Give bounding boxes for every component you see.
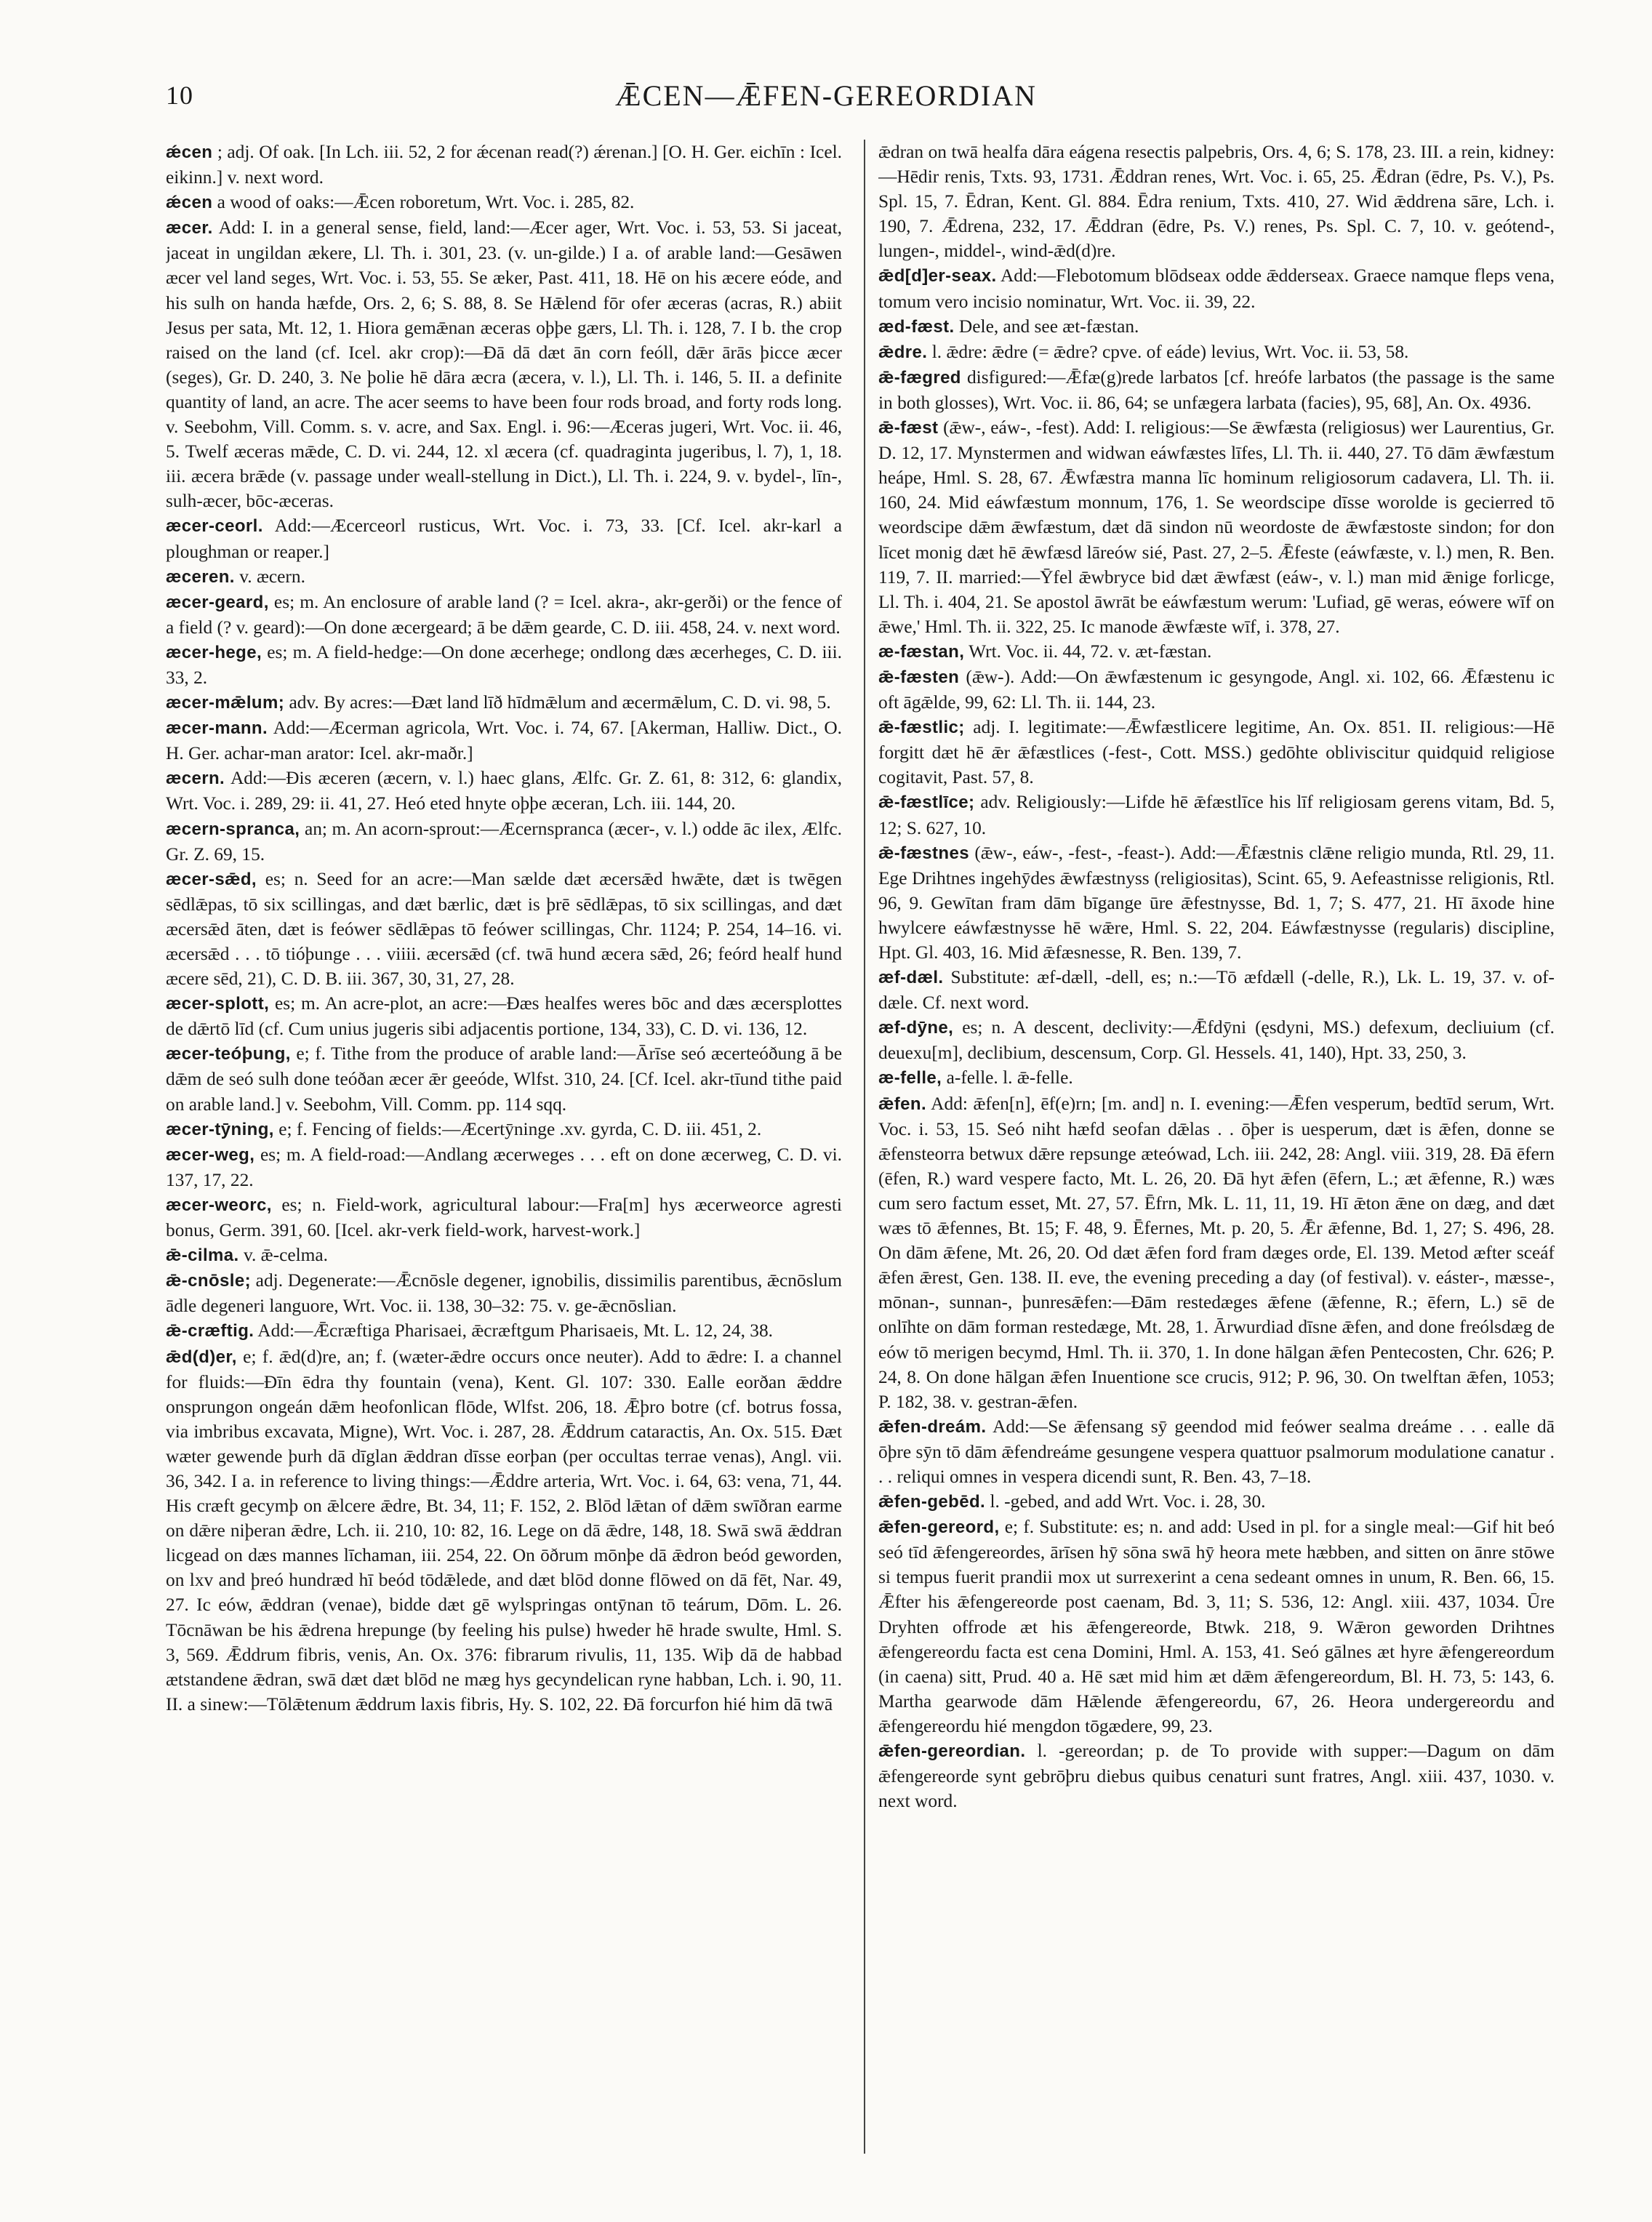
dictionary-entry — [166, 190, 842, 215]
entry-text: e; f. Fencing of fields:—Æcertȳninge .xv. gyrda, C. D. iii. 451, 2. — [278, 1118, 762, 1139]
entry-text: l. ǣdre: ǣdre (= ǣdre? cpve. of eáde) levius, Wrt. Voc. ii. 53, 58. — [931, 341, 1409, 362]
entry-headword: æf-dæl. — [878, 968, 944, 988]
entry-headword: æceren. — [166, 566, 235, 587]
entry-text: adv. Religiously:—Lifde hē ǣfæstlīce his līf religiosam gerens vitam, Bd. 5, 12; S. 627, 10. — [878, 792, 1555, 838]
entry-text: a-felle. l. ǣ-felle. — [946, 1067, 1073, 1088]
dictionary-entry — [878, 263, 1555, 313]
entry-headword: æcer-teóþung, — [166, 1044, 291, 1064]
entry-text: v. æcern. — [239, 566, 305, 587]
entry-headword: ǣfen-gereord, — [878, 1517, 1000, 1538]
entry-headword: ǣ-cilma. — [166, 1246, 239, 1266]
entry-text: adv. By acres:—Ðæt land līð hīdmǣlum and æcermǣlum, C. D. vi. 98, 5. — [289, 692, 831, 713]
entry-text: disfigured:—Ǣfæ(g)rede larbatos [cf. hreófe larbatos (the passage is the same in both glosses), Wrt. Voc. ii. 86, 64; se unfægera larbata (facies), 95, 68], An. Ox. 4936. — [878, 366, 1555, 413]
entry-headword: ǣ-fæstlic; — [878, 718, 965, 738]
dictionary-entry — [878, 340, 1555, 365]
entry-headword: æ-felle, — [878, 1068, 942, 1088]
entry-headword: ǣ-fæst — [878, 418, 939, 438]
entry-text: Add:—Se ǣfensang sȳ geendod mid feówer sealma dreáme . . . ealle dā ōþre sȳn tō dām ǣfendreáme gesungene vespera quattuor psalmorum modulatione canatur . . . reliqui omnes in vespera dicendi sunt, R. Ben. 43, 7–18. — [878, 1416, 1555, 1487]
entry-headword: æcern. — [166, 769, 225, 789]
dictionary-entry — [166, 1243, 842, 1268]
entry-text: Add:—Ðis æceren (æcern, v. l.) haec glans, Ælfc. Gr. Z. 61, 8: 312, 6: glandix, Wrt. Voc. i. 289, 29: ii. 41, 27. Heó eted hnyte oþþe æceran, Lch. iii. 144, 20. — [166, 768, 842, 814]
dictionary-entry — [166, 867, 842, 991]
entry-text: es; n. Seed for an acre:—Man sælde dæt æcersǣd hwǣte, dæt is twēgen sēdlǣpas, tō six scillingas, and dæt bærlic, dæt is þrē sēdlǣpas, tō six scillingas, and dæt æcersǣd āten, dæt is feówer sēdlǣpas tō feówer scillingas, Chr. 1124; P. 254, 14–16. vi. æcersǣd . . . tō tióþunge . . . viiii. æcersǣd (cf. twā hund æcera sǣd, 26; feórd healf hund æcere sēd, 21), C. D. B. iii. 367, 30, 31, 27, 28. — [166, 868, 842, 990]
entry-headword: æcer-ceorl. — [166, 516, 263, 537]
entry-text: an; m. An acorn-sprout:—Æcernspranca (æcer-, v. l.) odde āc ilex, Ælfc. Gr. Z. 69, 15. — [166, 818, 842, 865]
dictionary-entry — [166, 991, 842, 1041]
entry-headword: ǣ-fæstlīce; — [878, 793, 975, 813]
entry-text: Add:—Æcerman agricola, Wrt. Voc. i. 74, 67. [Akerman, Halliw. Dict., O. H. Ger. achar-man arator: Icel. akr-maðr.] — [166, 718, 842, 764]
entry-headword: ǽcen — [166, 193, 213, 213]
dictionary-entry — [878, 314, 1555, 340]
dictionary-entry — [878, 365, 1555, 415]
entry-text: es; n. A descent, declivity:—Ǣfdȳni (ęsdyni, MS.) defexum, decliuium (cf. deuexu[m], declibium, descensum, Corp. Gl. Hessels. 41, 140), Hpt. 33, 250, 3. — [878, 1017, 1555, 1064]
entry-headword: ǣd[d]er-seax. — [878, 266, 997, 286]
entry-headword: æcer-sǣd, — [166, 869, 257, 889]
entry-headword: æcer. — [166, 218, 213, 238]
running-head: ǢCEN—ǢFEN-GEREORDIAN — [615, 79, 1037, 112]
entry-headword: ǣfen-dreám. — [878, 1416, 987, 1437]
entry-headword: ǣ-cnōsle; — [166, 1271, 251, 1291]
dictionary-entry — [878, 841, 1555, 965]
entry-headword: æf-dȳne, — [878, 1018, 954, 1038]
dictionary-entry — [166, 690, 842, 715]
dictionary-entry — [166, 1041, 842, 1116]
entry-text: (ǣw-, eáw-, -fest-, -feast-). Add:—Ǣfæstnis clǣne religio munda, Rtl. 29, 11. Ege Drihtnes ingehȳdes ǣwfæstnyss (religiositas), Scint. 65, 9. Aefeastnisse religionis, Rtl. 96, 9. Gewītan fram dām bīgange ūre ǣfestnysse, Bd. 1, 7; S. 477, 21. Hī āxode hine hwylcere eáwfæstnysse hē wǣre, Hml. S. 22, 204. Eáwfæstnysse (regularis) discipline, Hpt. Gl. 403, 16. Mid ǣfæsnesse, R. Ben. 139, 7. — [878, 842, 1555, 963]
entry-text: es; m. A field-hedge:—On done æcerhege; ondlong dæs æcerheges, C. D. iii. 33, 2. — [166, 641, 842, 688]
dictionary-entry — [878, 1515, 1555, 1738]
entry-text: l. -gebed, and add Wrt. Voc. i. 28, 30. — [990, 1491, 1266, 1512]
dictionary-entry — [166, 766, 842, 816]
entry-headword: æcer-weorc, — [166, 1195, 272, 1215]
entry-text: Wrt. Voc. ii. 44, 72. v. æt-fæstan. — [969, 641, 1212, 662]
entry-text: ; adj. Of oak. [In Lch. iii. 52, 2 for ǽcenan read(?) ǽrenan.] [O. H. Ger. eichīn : Icel. eikinn.] v. next word. — [166, 142, 842, 188]
entry-headword: æcer-mǣlum; — [166, 693, 285, 713]
entry-text: (ǣw-, eáw-, -fest). Add: I. religious:—Se ǣwfæsta (religiosus) wer Laurentius, Gr. D. 12, 17. Mynstermen and widwan eáwfæstes līfes, Ll. Th. ii. 440, 27. Tō dām ǣwfæstum heápe, Hml. S. 28, 67. Ǣwfæstra manna līc hominum religiosorum cadavera, Ll. Th. ii. 160, 24. Mid eáwfæstum monnum, 176, 1. Se weordscipe dīsse worolde is gecierred tō weordscipe dǣm ǣwfæstum, dæt dā sindon nū weordoste de ǣwfæstoste sindon; for don līcet monig dæt hē ǣwfæsd lāreów sié, Past. 27, 2–5. Ǣfeste (eáwfæste, v. l.) men, R. Ben. 119, 7. II. married:—Ȳfel ǣwbryce bid dæt ǣwfæst (eáw-, v. l.) man mid ǣnige forlicge, Ll. Th. i. 404, 21. Se apostol āwrāt be eáwfæstum werum: 'Lufiad, gē weras, eówere wīf on ǣwe,' Hml. Th. ii. 322, 25. Ic manode ǣwfæste wīf, i. 378, 27. — [878, 417, 1555, 637]
entry-headword: ǣd(d)er, — [166, 1347, 237, 1367]
dictionary-entry — [166, 215, 842, 513]
dictionary-entry — [166, 1344, 842, 1717]
column-divider — [864, 140, 865, 2154]
entry-text: es; m. An acre-plot, an acre:—Ðæs healfes weres bōc and dæs æcersplottes de dǣrtō līd (cf. Cum unius jugeris sibi adjacentis portione, 134, 33), C. D. vi. 136, 12. — [166, 993, 842, 1040]
entry-headword: ǣ-cræftig. — [166, 1321, 254, 1341]
entry-text: adj. I. legitimate:—Ǣwfæstlicere legitime, An. Ox. 851. II. religious:—Hē forgitt dæt hē ǣr ǣfæstlices (-fest-, Cott. MSS.) gedōhte obliviscitur quidquid religiose cogitavit, Past. 57, 8. — [878, 717, 1555, 788]
dictionary-entry — [166, 640, 842, 690]
dictionary-entry — [166, 1268, 842, 1318]
dictionary-entry — [878, 1414, 1555, 1489]
entry-text: ǣdran on twā healfa dāra eágena resectis palpebris, Ors. 4, 6; S. 178, 23. III. a rein, kidney:—Hēdir renis, Txts. 93, 1731. Ǣddran renes, Wrt. Voc. i. 65, 25. Ǣdran (ēdre, Ps. V.), Ps. Spl. 15, 7. Ēdran, Kent. Gl. 884. Ēdra renium, Txts. 410, 27. Wid ǣddrena sāre, Lch. i. 190, 7. Ǣdrena, 232, 17. Ǣddran (ēdre, Ps. V.) renes, Ps. Spl. C. 7, 10. v. geótend-, lungen-, middel-, wind-ǣd(d)re. — [878, 142, 1555, 262]
dictionary-entry — [166, 1318, 842, 1344]
dictionary-entry — [878, 639, 1555, 665]
entry-text: e; f. Substitute: es; n. and add: Used in pl. for a single meal:—Gif hit beó seó tīd ǣfengereordes, ārīsen hȳ sōna swā hȳ heora mete hæbben, and sitten on ānre stōwe si tempus fuerit prandii mox ut surrexerint a cena sedeant omnes in unum, R. Ben. 66, 15. Ǣfter his ǣfengereorde post caenam, Bd. 3, 11; S. 536, 12: Angl. xiii. 437, 1034. Ūre Dryhten offrode æt his ǣfengereorde, Btwk. 218, 9. Wǣron geworden Drihtnes ǣfengereordu facta est cena Domini, Hml. A. 153, 41. Seó gālnes æt hyre ǣfengereordum (in caena) sitt, Prud. 40 a. Hē sæt mid him æt dǣm ǣfengereordum, Bl. H. 73, 5: 143, 6. Martha gearwode dām Hǣlende ǣfengereordu, 67, 26. Heora undergereordu and ǣfengereordu hié mengdon tōgædere, 99, 23. — [878, 1517, 1555, 1736]
dictionary-entry — [166, 817, 842, 867]
entry-text: Add:—Flebotomum blōdseax odde ǣdderseax. Graece namque fleps vena, tomum vero incisio nominatur, Wrt. Voc. ii. 39, 22. — [878, 265, 1555, 312]
dictionary-entry — [878, 1065, 1555, 1091]
entry-headword: æd-fæst. — [878, 316, 955, 337]
entry-headword: æcer-geard, — [166, 592, 269, 612]
entry-text: es; m. An enclosure of arable land (? = Icel. akra-, akr-gerði) or the fence of a field (? v. geard):—On done æcergeard; ā be dǣm gearde, C. D. iii. 458, 24. v. next word. — [166, 591, 842, 638]
entry-headword: æcern-spranca, — [166, 819, 300, 839]
entry-text: es; n. Field-work, agricultural labour:—Fra[m] hys æcerweorce agresti bonus, Germ. 391, 60. [Icel. akr-verk field-work, harvest-work.] — [166, 1194, 842, 1241]
entry-headword: æcer-tȳning, — [166, 1119, 274, 1139]
dictionary-entry — [878, 965, 1555, 1015]
entry-text: Add: I. in a general sense, field, land:—Æcer ager, Wrt. Voc. i. 53, 53. Si jaceat, jaceat in ungildan ækere, Ll. Th. i. 301, 23. (v. un-gilde.) I a. of arable land:—Gesāwen æcer vel land seges, Wrt. Voc. i. 53, 55. Se æker, Past. 411, 18. Hē on his æcere eóde, and his sulh on handa hæfde, Ors. 2, 6; S. 88, 8. Se Hǣlend fōr ofer æceras (acras, R.) abiit Jesus per sata, Mt. 12, 1. Hiora gemǣnan æceras oþþe gærs, Ll. Th. i. 128, 7. I b. the crop raised on the land (cf. Icel. akr crop):—Ðā dā dæt ān corn feóll, dǣr ārās þicce æcer (seges), Gr. D. 240, 3. Ne þolie hē dāra æcra (æcera, v. l.), Ll. Th. i. 146, 5. II. a definite quantity of land, an acre. The acer seems to have been four rods broad, and forty rods long. v. Seebohm, Vill. Comm. s. v. acre, and Sax. Engl. i. 96:—Æceras jugeri, Wrt. Voc. ii. 46, 5. Twelf æceras mǣde, C. D. vi. 244, 12. xl æcera (cf. quadraginta jugeribus, l. 7), 1, 18. iii. æcera brǣde (v. passage under weall-stellung in Dict.), Ll. Th. i. 224, 9. v. bydel-, līn-, sulh-æcer, bōc-æceras. — [166, 217, 842, 512]
entry-headword: æcer-splott, — [166, 994, 270, 1014]
page-number: 10 — [166, 81, 193, 110]
entry-text: v. ǣ-celma. — [243, 1245, 329, 1266]
entry-headword: ǣ-fægred — [878, 367, 961, 388]
entry-headword: ǽcen — [166, 143, 213, 162]
entry-text: adj. Degenerate:—Ǣcnōsle degener, ignobilis, dissimilis parentibus, ǣcnōslum ādle degeneri languore, Wrt. Voc. ii. 138, 30–32: 75. v. ge-ǣcnōslian. — [166, 1270, 842, 1317]
entry-text: e; f. ǣd(d)re, an; f. (wæter-ǣdre occurs once neuter). Add to ǣdre: I. a channel for fluids:—Ðīn ēdra thy fountain (vena), Kent. Gl. 107: 330. Ealle eorðan ǣddre onsprungon ongeán dǣm heofonlican flōde, Wlfst. 206, 18. Ǣþro botre (cf. botrus fossa, via imbribus excavata, Migne), Wrt. Voc. i. 287, 28. Ǣddrum cataractis, An. Ox. 515. Ðæt wæter gewende þurh dā dīglan ǣddran dīsse eorþan (per occultas terrae venas), Angl. vii. 36, 342. I a. in reference to living things:—Ǣddre arteria, Wrt. Voc. i. 64, 63: vena, 71, 44. His cræft gecymþ on ǣlcere ǣdre, Bt. 34, 11; F. 152, 2. Blōd lǣtan of dǣm swīðran earme on dǣre niþeran ǣdre, Lch. ii. 210, 10: 82, 16. Lege on dā ǣdre, 148, 18. Swā swā ǣddran licgead on dæs mannes līchaman, iii. 254, 22. On ōðrum mōnþe dā ǣdron beód geworden, on lxv and þreó hundræd hī beód tōdǣlede, and dæt blōd donne flōwed on dā fēt, Nar. 49, 27. Ic eów, ǣddran (venae), bidde dæt gē wylspringas ontȳnan tō teárum, Dōm. L. 26. Tōcnāwan be his ǣdrena hrepunge (by feeling his pulse) hweder hē hrade swulte, Hml. S. 3, 569. Ǣddrum fibris, venis, An. Ox. 376: fibrarum rivulis, 11, 135. Wiþ dā de habbad ætstandene ǣdran, swā dæt dæt blōd ne mæg hys gecyndelican ryne habban, Lch. i. 90, 11. II. a sinew:—Tōlǣtenum ǣddrum laxis fibris, Hy. S. 102, 22. Ðā forcurfon hié him dā twā — [166, 1346, 842, 1714]
dictionary-entry — [166, 715, 842, 766]
dictionary-entry — [166, 513, 842, 563]
entry-text: (ǣw-). Add:—On ǣwfæstenum ic gesyngode, Angl. xi. 102, 66. Ǣfæstenu ic oft āgǣlde, 99, 62: Ll. Th. ii. 144, 23. — [878, 666, 1555, 713]
dictionary-entry — [166, 140, 842, 190]
entry-headword: ǣfen. — [878, 1094, 927, 1114]
entry-headword: ǣdre. — [878, 342, 928, 362]
entry-headword: æcer-mann. — [166, 718, 268, 739]
entry-text: Add: ǣfen[n], ēf(e)rn; [m. and] n. I. evening:—Ǣfen vesperum, bedtīd serum, Wrt. Voc. i. 53, 15. Seó niht hæfd seofan dǣlas . . ōþer is uesperum, dæt is ǣfen, donne se ǣfensteorra betwux dǣre repsunge æteówad, Lch. iii. 242, 28: Angl. viii. 319, 28. Ðā ēfern (ēfen, R.) ward vespere facto, Mt. L. 26, 20. Ðā hyt ǣfen (ēfern, L.; æt ǣfenne, R.) wæs cum sero factum esset, Mt. 27, 57. Ēfrn, Mk. L. 11, 11, 19. Hī ǣton ǣne on dæg, and dæt wæs tō ǣfennes, Bt. 15; F. 48, 9. Ēfernes, Mt. p. 20, 5. Ǣr ǣfenne, Bd. 1, 27; S. 496, 28. On dām ǣfene, Mt. 26, 20. Od dæt ǣfen ford fram dæges orde, El. 139. Metod æfter sceáf ǣfen ǣrest, Gen. 138. II. eve, the evening preceding a day (of festival). v. eáster-, mæsse-, mōnan-, sunnan-, þunresǣfen:—Ðām restedæges ǣfene (ǣfenne, R.; ēfern, L.) sē de onlīhte on dām forman restedæge, Mt. 28, 1. Ārwurdiad dīsne ǣfen, and done freólsdæg de eów tō merigen becymd, Hml. Th. ii. 370, 1. In done hālgan ǣfen Pentecosten, Chr. 626; P. 24, 8. On done hālgan ǣfen Inuentione sce crucis, 912; P. 96, 30. On twelftan ǣfen, 1053; P. 182, 38. v. gestran-ǣfen. — [878, 1093, 1555, 1412]
entry-text: Add:—Ǣcræftiga Pharisaei, ǣcræftgum Pharisaeis, Mt. L. 12, 24, 38. — [257, 1320, 774, 1341]
entry-text: es; m. A field-road:—Andlang æcerweges . . . eft on done æcerweg, C. D. vi. 137, 17, 22. — [166, 1144, 842, 1190]
entry-headword: æcer-weg, — [166, 1144, 255, 1165]
dictionary-entry — [878, 1015, 1555, 1065]
entry-text: Dele, and see æt-fæstan. — [958, 316, 1139, 337]
entry-text: e; f. Tithe from the produce of arable land:—Ārīse seó æcerteóðung ā be dǣm de seó sulh done teóðan æcer ǣr geeóde, Wlfst. 310, 24. [Cf. Icel. akr-tīund tithe paid on arable land.] v. Seebohm, Vill. Comm. pp. 114 sqq. — [166, 1043, 842, 1115]
dictionary-entry — [166, 1142, 842, 1192]
dictionary-entry — [878, 140, 1555, 263]
dictionary-entry — [878, 665, 1555, 715]
entry-headword: ǣ-fæstnes — [878, 843, 969, 863]
entry-headword: æcer-hege, — [166, 642, 262, 662]
entry-text: l. -gereordan; p. de To provide with supper:—Dagum on dām ǣfengereorde synt gebrōþru diebus quibus cenaturi sunt fratres, Angl. xiii. 437, 1030. v. next word. — [878, 1741, 1555, 1812]
dictionary-entry — [878, 790, 1555, 840]
dictionary-entry — [166, 564, 842, 590]
dictionary-entry — [878, 1091, 1555, 1414]
left-column — [166, 140, 842, 2197]
entry-headword: ǣfen-gereordian. — [878, 1741, 1026, 1761]
entry-text: Add:—Æcerceorl rusticus, Wrt. Voc. i. 73, 33. [Cf. Icel. akr-karl a ploughman or reaper.] — [166, 516, 842, 562]
dictionary-entry — [878, 415, 1555, 639]
entry-headword: æ-fæstan, — [878, 641, 965, 662]
dictionary-entry — [166, 1192, 842, 1243]
entry-headword: ǣfen-gebēd. — [878, 1492, 986, 1512]
dictionary-entry — [878, 715, 1555, 790]
dictionary-entry — [166, 1117, 842, 1142]
entry-headword: ǣ-fæsten — [878, 667, 960, 687]
dictionary-entry — [166, 590, 842, 640]
right-column — [878, 140, 1555, 2197]
dictionary-entry — [878, 1738, 1555, 1813]
dictionary-entry — [878, 1489, 1555, 1515]
entry-text: a wood of oaks:—Ǣcen roboretum, Wrt. Voc. i. 285, 82. — [217, 192, 635, 213]
entry-text: Substitute: æf-dæll, -dell, es; n.:—Tō æfdæll (-delle, R.), Lk. L. 19, 37. v. of-dæle. Cf. next word. — [878, 967, 1555, 1014]
